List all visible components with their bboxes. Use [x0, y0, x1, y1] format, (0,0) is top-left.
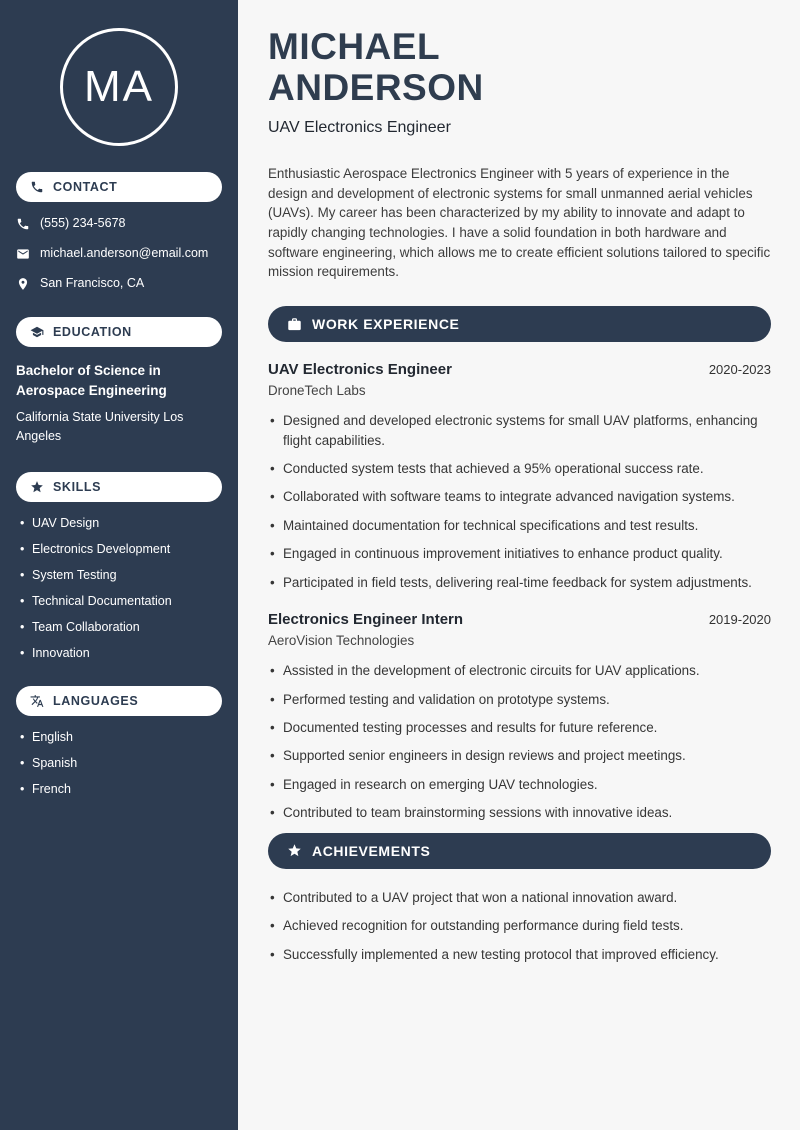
job-bullet: • Assisted in the development of electronic circuits for UAV applications. [268, 661, 771, 680]
contact-section-header [16, 172, 222, 202]
job-bullet: • Documented testing processes and results for future reference. [268, 718, 771, 737]
education-school: California State University Los Angeles [16, 410, 184, 443]
job-company: DroneTech Labs [268, 383, 366, 399]
achievements-section-title: ACHIEVEMENTS [312, 842, 431, 859]
skill-item: • Innovation [20, 646, 222, 660]
job-header [268, 361, 771, 378]
languages-list [20, 730, 222, 796]
skill-item: • Team Collaboration [20, 620, 222, 634]
achievements-section-header [268, 833, 771, 869]
job-bullet: • Designed and developed electronic systems for small UAV platforms, enhancing flight capabilities. [268, 411, 771, 450]
name-heading [268, 26, 771, 109]
job-bullet: • Collaborated with software teams to integrate advanced navigation systems. [268, 487, 771, 506]
sidebar [0, 0, 238, 1130]
languages-section-title: LANGUAGES [53, 693, 139, 708]
phone-number: (555) 234-5678 [40, 216, 126, 230]
location-pin-icon [16, 276, 30, 291]
job-bullet: • Supported senior engineers in design reviews and project meetings. [268, 746, 771, 765]
location-text: San Francisco, CA [40, 276, 145, 290]
email-icon [16, 246, 30, 261]
skill-item: • System Testing [20, 568, 222, 582]
job-header [268, 611, 771, 628]
job-role: Electronics Engineer Intern [268, 611, 464, 629]
phone-icon [30, 180, 44, 194]
job-bullet: • Participated in field tests, delivering real-time feedback for system adjustments. [268, 573, 771, 592]
translate-icon [30, 694, 44, 708]
avatar-initials: MA [84, 62, 154, 111]
contact-section-title: CONTACT [53, 180, 118, 194]
achievements-list [268, 888, 771, 964]
star-icon [30, 480, 44, 494]
contact-phone-row [16, 216, 222, 231]
star-icon [287, 843, 302, 858]
education-degree: Bachelor of Science in Aerospace Engineering [16, 363, 167, 398]
language-item: • Spanish [20, 756, 222, 770]
job-dates: 2019-2020 [708, 612, 771, 628]
summary-paragraph: Enthusiastic Aerospace Electronics Engineer with 5 years of experience in the design and development of electronic systems for small unmanned aerial vehicles (UAVs). My career has been characterized by my ability to innovate and adapt to rapidly changing technologies. I have a solid foundation in both hardware and software engineering, which allows me to create efficient solutions tailored to specific mission requirements. [268, 165, 771, 280]
language-item: • English [20, 730, 222, 744]
job-dates: 2020-2023 [708, 362, 771, 378]
work-experience-section-title: WORK EXPERIENCE [312, 316, 460, 333]
languages-section-header [16, 686, 222, 716]
main-content [238, 0, 800, 1130]
skills-section-header [16, 472, 222, 502]
achievement-bullet: • Contributed to a UAV project that won a national innovation award. [268, 888, 771, 907]
job-role: UAV Electronics Engineer [268, 361, 452, 379]
contact-list [16, 216, 222, 291]
work-experience-section-header [268, 306, 771, 342]
avatar [60, 28, 178, 146]
phone-icon [16, 216, 30, 231]
job-bullet: • Engaged in research on emerging UAV technologies. [268, 775, 771, 794]
education-block [16, 361, 222, 446]
achievement-bullet: • Successfully implemented a new testing protocol that improved efficiency. [268, 945, 771, 964]
education-section-title: EDUCATION [53, 325, 132, 339]
job-bullet: • Contributed to team brainstorming sessions with innovative ideas. [268, 803, 771, 822]
job-bullet-list [268, 411, 771, 592]
education-section-header [16, 317, 222, 347]
job-entry [268, 361, 771, 592]
job-bullet: • Maintained documentation for technical specifications and test results. [268, 516, 771, 535]
first-name: MICHAEL [268, 26, 441, 67]
graduation-cap-icon [30, 325, 44, 339]
contact-location-row [16, 276, 222, 291]
job-bullet: • Performed testing and validation on prototype systems. [268, 690, 771, 709]
job-entry [268, 611, 771, 823]
skills-list [20, 516, 222, 660]
email-address: michael.anderson@email.com [40, 246, 209, 260]
job-title: UAV Electronics Engineer [268, 118, 451, 136]
job-bullet-list [268, 661, 771, 823]
job-bullet: • Conducted system tests that achieved a 95% operational success rate. [268, 459, 771, 478]
skill-item: • Technical Documentation [20, 594, 222, 608]
achievement-bullet: • Achieved recognition for outstanding performance during field tests. [268, 916, 771, 935]
skill-item: • UAV Design [20, 516, 222, 530]
skill-item: • Electronics Development [20, 542, 222, 556]
skills-section-title: SKILLS [53, 479, 102, 494]
language-item: • French [20, 782, 222, 796]
job-company: AeroVision Technologies [268, 633, 415, 649]
last-name: ANDERSON [268, 67, 484, 109]
contact-email-row [16, 246, 222, 261]
briefcase-icon [287, 317, 302, 332]
job-bullet: • Engaged in continuous improvement initiatives to enhance product quality. [268, 544, 771, 563]
